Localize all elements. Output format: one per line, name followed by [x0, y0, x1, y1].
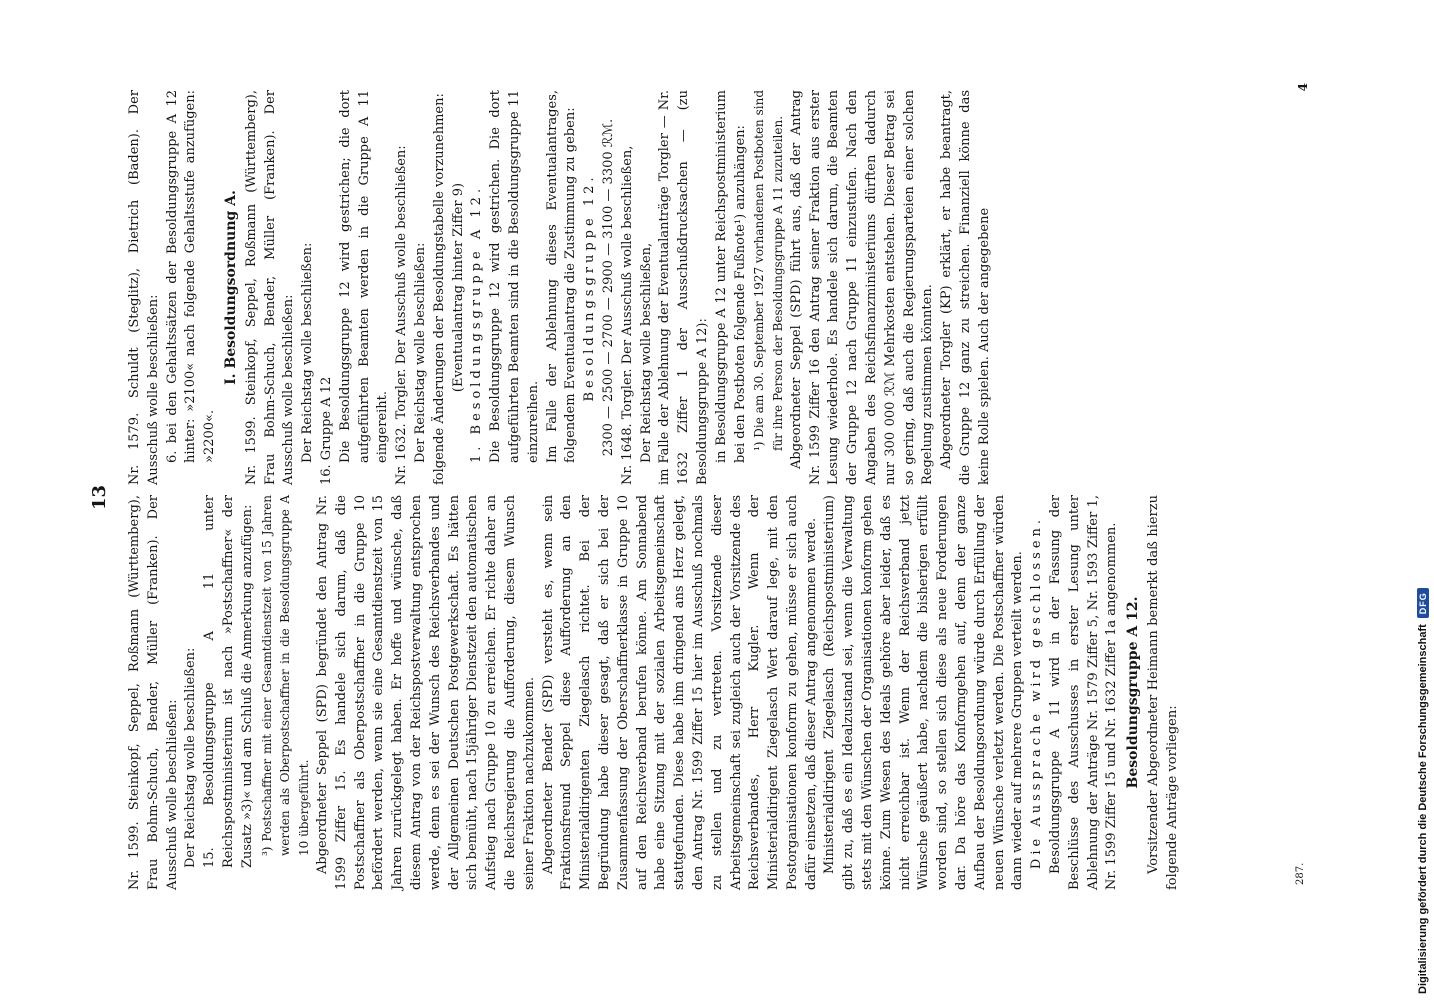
- eventual-clause: Im Falle der Ablehnung dieses Eventualantrages, folgendem Eventualantrag die Zustimmung zu geben:: [544, 90, 579, 463]
- item-16-text: Die Besoldungsgruppe 12 wird gestrichen; die dort aufgeführten Beamten werden in die Gruppe A 11 eingereiht.: [337, 90, 391, 463]
- document-page: [84, 65, 1314, 915]
- paragraph-ziegelasch: Ministerialdirigent Ziegelasch (Reichspostministerium) gibt zu, daß es ein Idealzustand sei, wenn die Verwaltung stets mit den Wünschen der Organisationen konform gehen könne. Zum Wesen des Ideals gehöre aber leider, daß es nicht erreichbar ist. Wenn der Reichsverband jetzt Wünsche geäußert habe, nachdem die bisherigen erfüllt worden sind, so stellen sich diese als neue Forderungen dar. Da höre das Konformgehen auf, denn der ganze Aufbau der Besoldungsordnung würde durch Erfüllung der neuen Wünsche verletzt werden. Die Postschaffner würden dann wieder auf mehrere Gruppen verteilt werden.: [822, 495, 1026, 890]
- salary-scale: 2300 — 2500 — 2700 — 2900 — 3100 — 3300 ℛℳ.: [600, 118, 616, 457]
- footnote-3: ³) Postschaffner mit einer Gesamtdienstzeit von 15 Jahren werden als Oberpostschaffner in die Besoldungsgruppe A 10 übergeführt.: [259, 495, 312, 856]
- left-column: [126, 495, 1183, 890]
- item-6: 6. bei den Gehaltssätzen der Besoldungsgruppe A 12 hinter: »2100« nach folgende Gehaltsstufe anzufügen: »2200«.: [164, 90, 218, 463]
- digitization-caption: [1412, 4, 1434, 994]
- motion-1599-header-2: Nr. 1599. Steinkopf, Seppel, Roßmann (Württemberg), Frau Bohm-Schuch, Bender, Müller (Franken). Der Ausschuß wolle beschließen:: [243, 90, 297, 485]
- item-15: 15. Besoldungsgruppe A 11 unter Reichspostministerium ist nach »Postschaffner« der Zusatz »3)« und am Schluß die Anmerkung anzufügen:: [202, 495, 255, 868]
- section-heading-ordnung-a: I. Besoldungsordnung A.: [222, 190, 239, 385]
- debate-closed: Die Aussprache wird geschlossen.: [1029, 515, 1045, 870]
- section-heading-a12: Besoldungsgruppe A 12.: [1125, 596, 1142, 789]
- motion-1632-header: Nr. 1632. Torgler. Der Ausschuß wolle beschließen:: [394, 145, 410, 485]
- motion-1599-header: Nr. 1599. Steinkopf, Seppel, Roßmann (Württemberg), Frau Bohm-Schuch, Bender, Müller (Franken). Der Ausschuß wolle beschließen:: [127, 495, 180, 890]
- rejection-clause: im Falle der Ablehnung der Eventualanträge Torgler — Nr. 1632 Ziffer 1 der Ausschußdrucksachen — (zu Besoldungsgruppe A 12):: [657, 90, 710, 485]
- caption-text: Digitalisierung gefördert durch die Deutsche Forschungsgemeinschaft: [1417, 624, 1429, 994]
- resolution-line-4: Der Reichstag wolle beschließen,: [638, 242, 654, 463]
- resolution-line: Der Reichstag wolle beschließen:: [183, 647, 199, 868]
- item-1-text: Die Besoldungsgruppe 12 wird gestrichen. Die dort aufgeführten Beamten sind in die Besoldungsgruppe 11 einzureihen.: [488, 90, 541, 463]
- resolution-line-2: Der Reichstag wolle beschließen:: [300, 242, 316, 463]
- signature-mark: 4: [1296, 83, 1310, 92]
- footnote-instruction: in Besoldungsgruppe A 12 unter Reichspostministerium bei den Postboten folgende Fußnote¹) anzuhängen:: [713, 90, 748, 463]
- paragraph-seppel: Abgeordneter Seppel (SPD) begründet den Antrag Nr. 1599 Ziffer 15. Es handele sich darum, daß die Postschaffner als Oberpostschaffner in die Gruppe 10 befördert werden, wenn sie eine Gesamtdienstzeit von 15 Jahren zurückgelegt haben. Er hoffe und wünsche, daß diesem Antrag von der Reichspostverwaltung entsprochen werde, denn es sei der Wunsch des Reichsverbandes und der Allgemeinen Deutschen Postgewerkschaft. Es hätten sich bemüht, nach 15jähriger Dienstzeit den automatischen Aufstieg nach Gruppe 10 zu erreichen. Er richte daher an die Reichsregierung die Aufforderung, diesem Wunsch seiner Fraktion nachzukommen.: [314, 495, 537, 890]
- item-16: 16. Gruppe A 12: [318, 376, 334, 485]
- paragraph-seppel-2: Abgeordneter Seppel (SPD) führt aus, daß der Antrag Nr. 1599 Ziffer 16 den Antrag seiner Fraktion aus erster Lesung wiederhole. Es handele sich darum, die Beamten der Gruppe 12 nach Gruppe 11 einzustufen. Nach den Angaben des Reichsfinanzministeriums dürften dadurch nur 300 000 ℛℳ Mehrkosten entstehen. Dieser Betrag sei so gering, daß auch die Regierungsparteien einer solchen Regelung zustimmen könnten.: [788, 90, 936, 485]
- footnote-1: ¹) Die am 30. September 1927 vorhandenen Postboten sind für ihre Person der Besoldungsgruppe A 11 zuzuteilen.: [752, 89, 786, 451]
- page-number: 13: [89, 484, 110, 510]
- group-12-heading: Besoldungsgruppe 12.: [582, 173, 598, 402]
- paragraph-heimann: Vorsitzender Abgeordneter Heimann bemerkt daß hierzu folgende Anträge vorliegen:: [1146, 495, 1180, 890]
- right-column: [126, 90, 995, 485]
- resolution-line-3: Der Reichstag wolle beschließen:: [412, 242, 428, 463]
- footer-mark: 287.: [1295, 862, 1306, 885]
- item-1-heading: 1. Besoldungsgruppe A 12.: [469, 184, 485, 463]
- paragraph-decision: Besoldungsgruppe A 11 wird in der Fassung der Beschlüsse des Ausschusses in erster Lesung unter Ablehnung der Anträge Nr. 1579 Ziffer 5, Nr. 1593 Ziffer 1, Nr. 1599 Ziffer 15 und Nr. 1632 Ziffer 1a angenommen.: [1048, 495, 1120, 890]
- motion-1648-header: Nr. 1648. Torgler. Der Ausschuß wolle beschließen,: [619, 145, 635, 485]
- changes-line: folgende Änderungen der Besoldungstabelle vorzunehmen:: [431, 93, 447, 485]
- paragraph-bender: Abgeordneter Bender (SPD) versteht es, wenn sein Fraktionsfreund Seppel diese Aufforderung an den Ministerialdirigenten Ziegelasch richtet. Bei der Begründung habe dieser gesagt, daß er sich bei der Zusammenfassung der Oberschaffnerklasse in Gruppe 10 auf den Reichsverband berufen könne. Am Sonnabend habe eine Sitzung mit der sozialen Arbeitsgemeinschaft stattgefunden. Diese habe ihm dringend ans Herz gelegt, den Antrag Nr. 1599 Ziffer 15 hier im Ausschuß nochmals zu stellen und zu vertreten. Vorsitzende dieser Arbeitsgemeinschaft sei zugleich auch der Vorsitzende des Reichsverbandes, Herr Kugler. Wenn der Ministerialdirigent Ziegelasch Wert darauf lege, mit den Postorganisationen konform zu gehen, müsse er sich auch dafür einsetzen, daß dieser Antrag angenommen werde.: [540, 495, 819, 890]
- dfg-logo: DFG: [1417, 588, 1429, 618]
- paragraph-torgler: Abgeordneter Torgler (KP) erklärt, er habe beantragt, die Gruppe 12 ganz zu streichen. Finanziell könne das keine Rolle spielen. Auch der angegebene: [939, 90, 992, 485]
- eventual-note: (Eventualantrag hinter Ziffer 9): [450, 182, 466, 393]
- motion-1579-header: Nr. 1579. Schuldt (Steglitz), Dietrich (Baden). Der Ausschuß wolle beschließen:: [127, 90, 161, 485]
